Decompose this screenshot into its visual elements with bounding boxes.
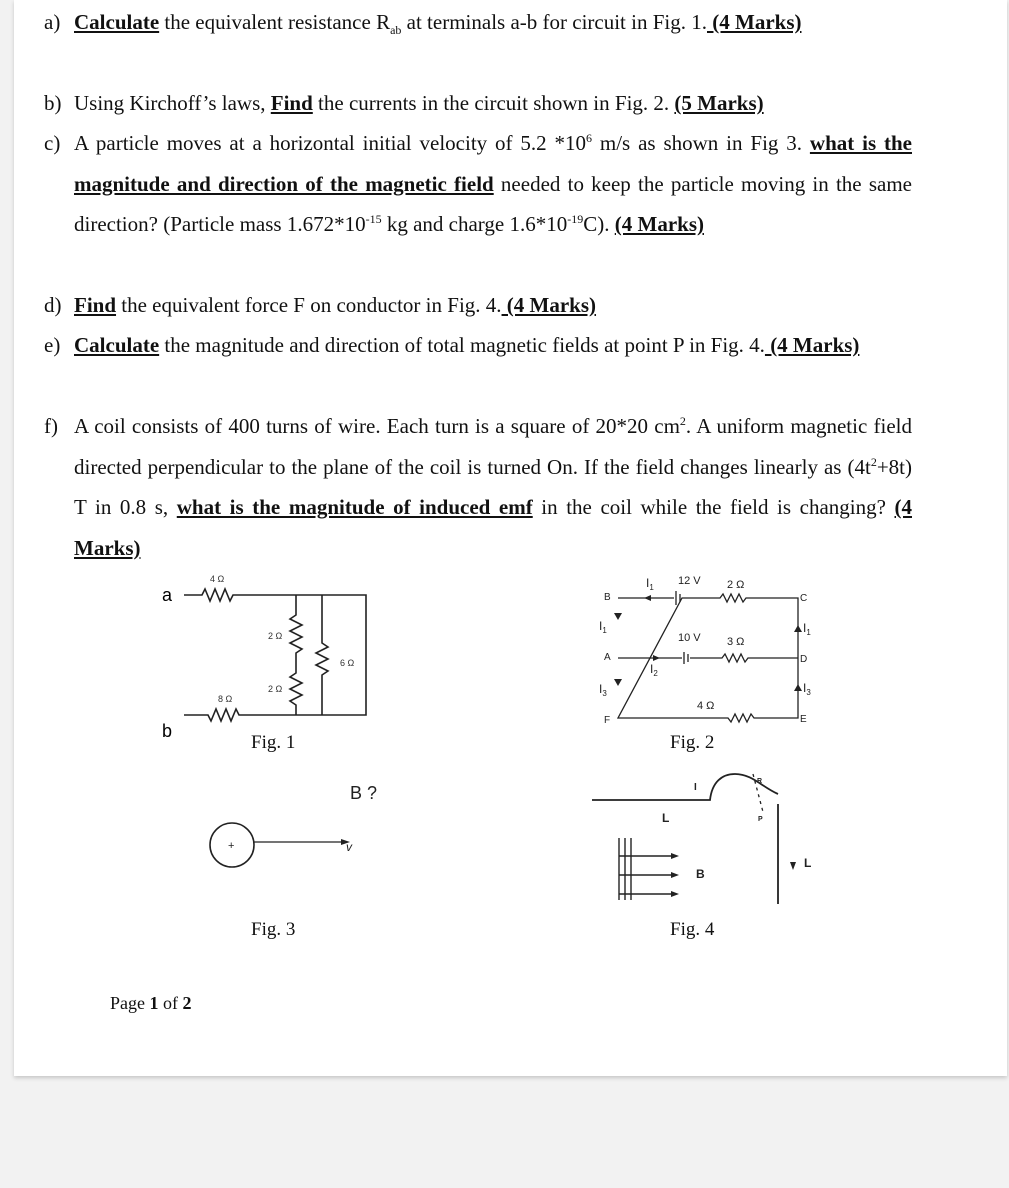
resistor-6-label: 6 Ω xyxy=(340,658,355,668)
source-12V: 12 V xyxy=(678,575,701,587)
resistor-2b-label: 2 Ω xyxy=(268,684,283,694)
length-L-horizontal: L xyxy=(662,811,670,825)
question-label: a) xyxy=(44,10,61,34)
question-label: f) xyxy=(44,414,58,438)
current-label: I xyxy=(694,782,697,793)
question-label: e) xyxy=(44,333,61,357)
question-label: c) xyxy=(44,131,61,155)
field-B-label: B xyxy=(696,867,705,881)
page-number: Page 1 of 2 xyxy=(110,993,192,1013)
charge-sign: + xyxy=(228,840,235,852)
terminal-a: a xyxy=(162,585,173,605)
question-label: b) xyxy=(44,91,62,115)
question-d: d) Find the equivalent force F on conductor in Fig. 4. (4 Marks) xyxy=(74,285,912,326)
marks: (4 Marks) xyxy=(707,10,802,34)
current-I1-left: $I_1$ xyxy=(599,619,607,635)
node-E: E xyxy=(800,714,807,725)
question-b: b) Using Kirchoff’s laws, Find the currents in the circuit shown in Fig. 2. (5 Marks) xyxy=(74,83,912,124)
figure-1-circuit xyxy=(144,565,384,745)
resistor-2-label: 2 Ω xyxy=(268,631,283,641)
terminal-b: b xyxy=(162,721,173,741)
current-I1-top: $I_1$ xyxy=(646,576,654,592)
document-page xyxy=(14,0,1007,1076)
magnetic-field-label: B ? xyxy=(350,783,378,803)
current-I3-left: $I_3$ xyxy=(599,682,607,698)
source-10V: 10 V xyxy=(678,632,701,644)
marks: (4 Marks) xyxy=(74,495,912,560)
resistor-2ohm: 2 Ω xyxy=(727,579,745,591)
figure-3-caption: Fig. 3 xyxy=(251,919,296,940)
resistor-4ohm: 4 Ω xyxy=(697,700,715,712)
resistor-8-label: 8 Ω xyxy=(218,694,233,704)
point-P-label: P xyxy=(758,816,763,823)
question-c: c) A particle moves at a horizontal initial velocity of 5.2 $*10^6$ m/s as shown in Fig 3. what is the magnitude and direction of the magnetic field needed to keep the particle moving in the same direction? (Particle mass $1.672*10^{-15}$ kg and charge $1.6*10^{-19}C$). (4 Marks) xyxy=(74,123,912,245)
marks: (5 Marks) xyxy=(674,91,764,115)
resistor-3ohm: 3 Ω xyxy=(727,636,745,648)
length-L-vertical: L xyxy=(804,856,812,870)
node-F: F xyxy=(604,715,611,726)
radius-label: R xyxy=(757,778,763,785)
marks: (4 Marks) xyxy=(614,212,704,236)
node-D: D xyxy=(800,654,808,665)
marks: (4 Marks) xyxy=(501,293,597,317)
figure-2-caption: Fig. 2 xyxy=(670,732,715,753)
figure-1-caption: Fig. 1 xyxy=(251,732,296,753)
marks: (4 Marks) xyxy=(764,333,860,357)
velocity-label: v xyxy=(346,840,352,854)
current-I3-right: $I_3$ xyxy=(803,681,811,697)
node-C: C xyxy=(800,593,808,604)
node-B: B xyxy=(604,592,611,603)
current-I1-right: $I_1$ xyxy=(803,621,811,637)
current-I2: $I_2$ xyxy=(650,662,658,678)
question-f: f) A coil consists of 400 turns of wire. Each turn is a square of 20*20 $cm^2$. A uniform magnetic field directed perpendicular to the plane of the coil is turned On. If the field changes linearly as $(4t^2+8t)$ T in 0.8 s, what is the magnitude of induced emf in the coil while the field is changing? (4 Marks) xyxy=(74,406,912,568)
figure-3-particle xyxy=(204,775,378,885)
figure-4-conductor xyxy=(592,752,822,912)
question-a: a) Calculate the equivalent resistance $R_{ab}$ at terminals a-b for circuit in Fig. 1. (4 Marks) xyxy=(74,2,912,43)
figure-2-circuit xyxy=(586,568,826,733)
question-e: e) Calculate the magnitude and direction of total magnetic fields at point P in Fig. 4. (4 Marks) xyxy=(74,325,912,366)
question-label: d) xyxy=(44,293,62,317)
resistor-4-label: 4 Ω xyxy=(210,574,225,584)
node-A: A xyxy=(604,652,611,663)
figure-4-caption: Fig. 4 xyxy=(670,919,715,940)
